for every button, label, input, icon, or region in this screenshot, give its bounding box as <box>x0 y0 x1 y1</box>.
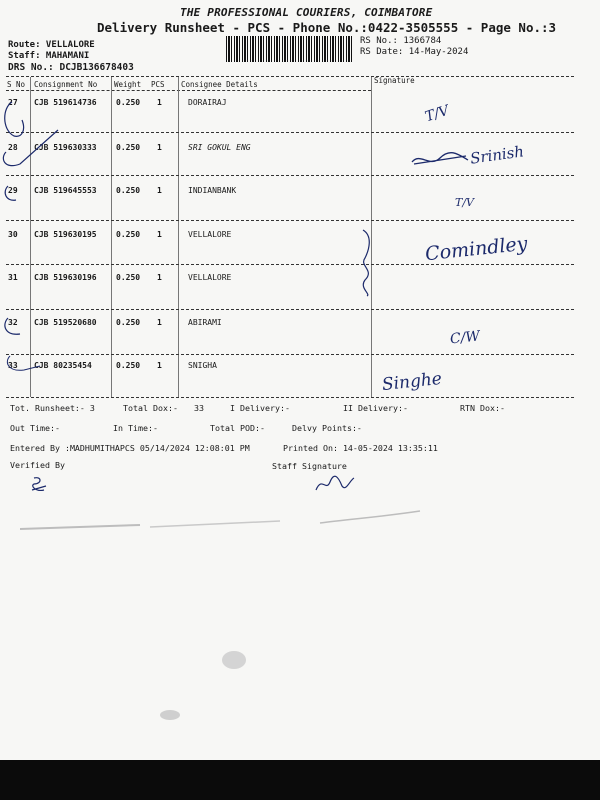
table-bottom-rule <box>6 397 574 398</box>
row-weight: 0.250 <box>116 318 141 327</box>
row-pcs: 1 <box>157 361 162 370</box>
i-delivery-label: I Delivery:- <box>230 403 290 413</box>
col-header-sno: S No <box>7 80 26 89</box>
col-header-consignee: Consignee Details <box>181 80 258 89</box>
header-bottom-rule <box>6 90 371 91</box>
row-pcs: 1 <box>157 98 162 107</box>
ii-delivery-label: II Delivery:- <box>343 403 408 413</box>
runsheet-subtitle: Delivery Runsheet - PCS - Phone No.:0422-3505555 - Page No.:3 <box>97 20 557 35</box>
row-consignee: VELLALORE <box>188 230 232 239</box>
total-pod-label: Total POD:- <box>210 423 265 433</box>
rtn-dox-label: RTN Dox:- <box>460 403 505 413</box>
row-pcs: 1 <box>157 230 162 239</box>
row-consignee: DORAIRAJ <box>188 98 227 107</box>
row-consignee: ABIRAMI <box>188 318 222 327</box>
row-separator <box>6 175 574 176</box>
col-header-signature: Signature <box>374 76 415 85</box>
row-pcs: 1 <box>157 273 162 282</box>
entered-by: Entered By :MADHUMITHAPCS 05/14/2024 12:08:01 PM <box>10 443 250 453</box>
row-consignment: CJB 519630195 <box>34 230 97 239</box>
row-pcs: 1 <box>157 318 162 327</box>
col-divider <box>178 77 179 397</box>
row-separator <box>6 309 574 310</box>
verified-by-label: Verified By <box>10 460 65 470</box>
row-consignment: CJB 519630333 <box>34 143 97 152</box>
col-header-consignment: Consignment No <box>34 80 98 89</box>
row-separator <box>6 264 574 265</box>
row-separator <box>6 220 574 221</box>
row-sno: 30 <box>8 230 18 239</box>
scan-smudge <box>210 640 260 680</box>
row-pcs: 1 <box>157 143 162 152</box>
signature-text: C/W <box>449 328 481 348</box>
row-consignee: INDIANBANK <box>188 186 237 195</box>
row-consignee: SRI GOKUL ENG <box>188 143 251 152</box>
row-separator <box>6 354 574 355</box>
out-time-label: Out Time:- <box>10 423 60 433</box>
table-top-rule <box>6 76 574 77</box>
row-weight: 0.250 <box>116 143 141 152</box>
in-time-label: In Time:- <box>113 423 158 433</box>
drs-number: DRS No.: DCJB136678403 <box>8 62 134 73</box>
signature-text: T/V <box>423 102 452 126</box>
row-consignment: CJB 519630196 <box>34 273 97 282</box>
row-weight: 0.250 <box>116 98 141 107</box>
verifier-initials-icon <box>28 474 50 496</box>
brace-icon <box>355 228 380 298</box>
row-sno: 29 <box>8 186 18 195</box>
route-label: Route: VELLALORE <box>8 40 95 50</box>
col-divider <box>111 77 112 397</box>
row-sno: 32 <box>8 318 18 327</box>
row-sno: 33 <box>8 361 18 370</box>
delvy-points-label: Delvy Points:- <box>292 423 362 433</box>
col-header-weight: Weight <box>114 80 142 89</box>
row-weight: 0.250 <box>116 230 141 239</box>
row-weight: 0.250 <box>116 186 141 195</box>
signature-text: Comindley <box>424 232 529 266</box>
total-runsheet: Tot. Runsheet:- 3 <box>10 403 95 413</box>
scan-smudge <box>20 505 440 545</box>
company-title: THE PROFESSIONAL COURIERS, COIMBATORE <box>180 6 433 19</box>
row-sno: 28 <box>8 143 18 152</box>
total-dox-label: Total Dox:- <box>123 403 178 413</box>
row-pcs: 1 <box>157 186 162 195</box>
staff-label: Staff: MAHAMANI <box>8 51 90 61</box>
barcode <box>226 36 352 62</box>
row-consignment: CJB 519614736 <box>34 98 97 107</box>
scan-edge-shadow <box>0 760 600 800</box>
col-header-pcs: PCS <box>151 80 165 89</box>
signature-text: T/V <box>455 196 474 209</box>
row-consignment: CJB 80235454 <box>34 361 92 370</box>
scan-smudge <box>150 705 190 725</box>
staff-signature-icon <box>312 472 356 496</box>
row-sno: 31 <box>8 273 18 282</box>
row-consignment: CJB 519645553 <box>34 186 97 195</box>
rs-number: RS No.: 1366784 <box>360 36 442 46</box>
handwritten-row-marks <box>0 90 60 390</box>
total-dox-value: 33 <box>194 403 204 413</box>
signature-text: Srinish <box>469 142 526 168</box>
row-consignee: SNIGHA <box>188 361 217 370</box>
row-sno: 27 <box>8 98 18 107</box>
row-weight: 0.250 <box>116 273 141 282</box>
row-weight: 0.250 <box>116 361 141 370</box>
rs-date: RS Date: 14-May-2024 <box>360 47 469 57</box>
staff-signature-label: Staff Signature <box>272 461 347 471</box>
row-consignment: CJB 519520680 <box>34 318 97 327</box>
row-consignee: VELLALORE <box>188 273 232 282</box>
row-separator <box>6 132 574 133</box>
scribble-icon <box>410 150 470 170</box>
signature-text: Singhe <box>381 368 443 396</box>
printed-on: Printed On: 14-05-2024 13:35:11 <box>283 443 438 453</box>
